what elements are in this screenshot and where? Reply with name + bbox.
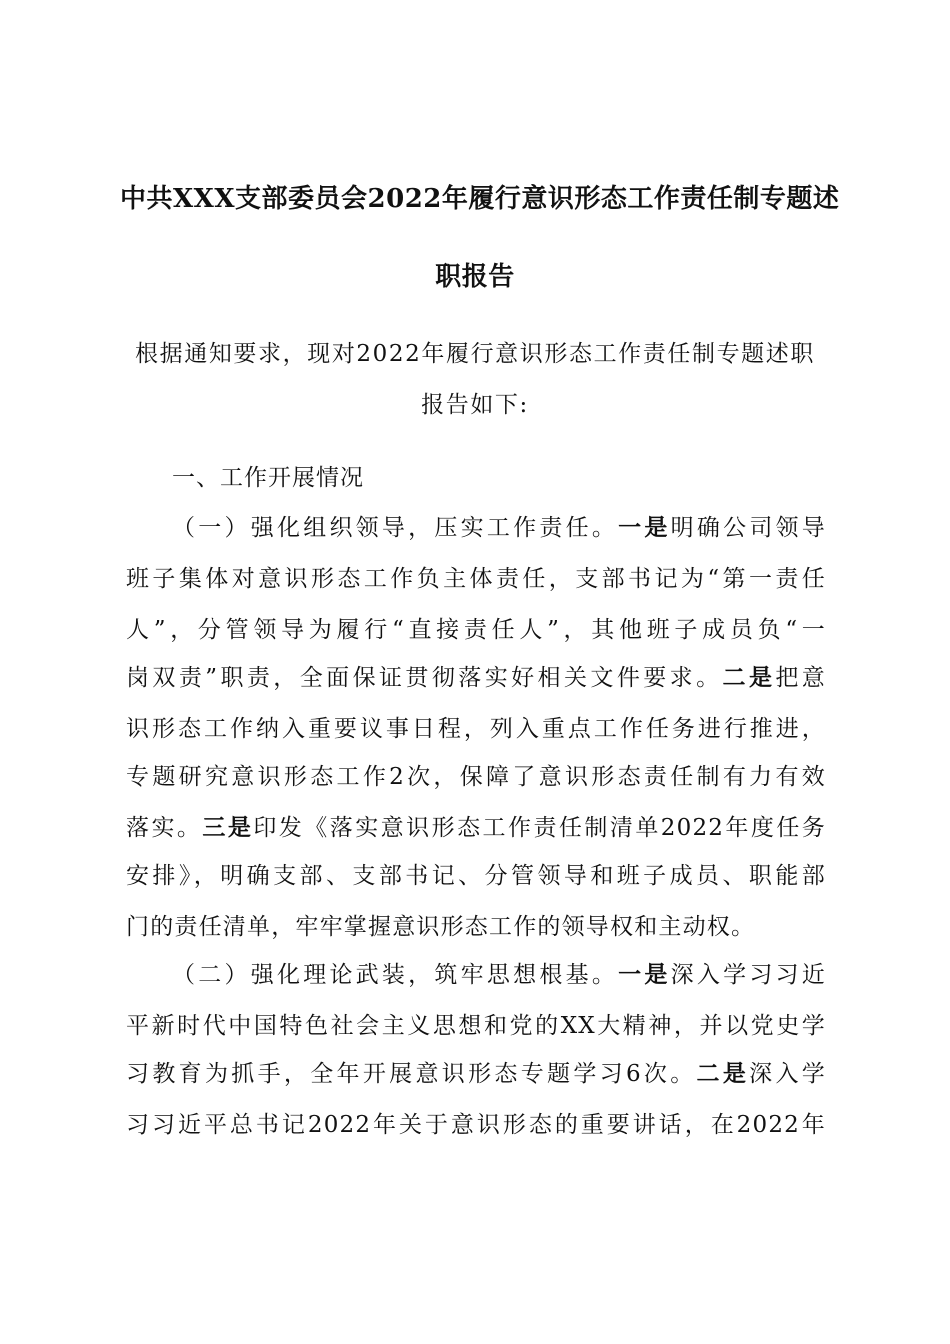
document-title-line2: 职报告 [435, 262, 515, 292]
para1-line4 [126, 655, 826, 701]
para1-point3-label: 三是 [202, 815, 254, 841]
para1-line3: 人”，分管领导为履行“直接责任人”，其他班子成员负“一 [126, 617, 826, 643]
para2-line2: 平新时代中国特色社会主义思想和党的XX大精神，并以党史学 [126, 1013, 826, 1039]
para1-line1 [172, 505, 826, 551]
para1-text: 明确公司领导 [670, 515, 826, 541]
para1-line7 [126, 805, 826, 851]
para1-line9: 门的责任清单，牢牢掌握意识形态工作的领导权和主动权。 [126, 914, 756, 940]
para2-text: 深入学习习近 [670, 962, 826, 988]
para2-point1-label: 一是 [618, 962, 671, 988]
para1-text: 岗双责”职责，全面保证贯彻落实好相关文件要求。 [126, 665, 723, 691]
section1-heading: 一、工作开展情况 [172, 465, 364, 491]
para2-point2-label: 二是 [696, 1061, 750, 1087]
para1-subheading: （一）强化组织领导，压实工作责任。 [172, 515, 619, 541]
para1-line8: 安排》，明确支部、支部书记、分管领导和班子成员、职能部 [126, 863, 826, 889]
para1-text: 把意 [775, 665, 826, 691]
intro-line2: 报告如下: [421, 392, 529, 418]
para2-line1 [172, 952, 826, 998]
para1-point1-label: 一是 [618, 515, 671, 541]
para1-line6: 专题研究意识形态工作2次，保障了意识形态责任制有力有效 [126, 764, 826, 790]
para2-subheading: （二）强化理论武装，筑牢思想根基。 [172, 962, 619, 988]
para1-line5: 识形态工作纳入重要议事日程，列入重点工作任务进行推进， [126, 716, 826, 742]
document-title-line1: 中共XXX支部委员会2022年履行意识形态工作责任制专题述 [120, 184, 840, 214]
para1-point2-label: 二是 [722, 665, 776, 691]
para2-line3 [126, 1051, 826, 1097]
para1-line2: 班子集体对意识形态工作负主体责任，支部书记为“第一责任 [126, 566, 826, 592]
para2-text: 习教育为抓手，全年开展意识形态专题学习6次。 [126, 1061, 697, 1087]
para2-line4: 习习近平总书记2022年关于意识形态的重要讲话，在2022年 [126, 1112, 826, 1138]
para1-text: 落实。 [126, 815, 203, 841]
para2-text: 深入学 [749, 1061, 826, 1087]
para1-text: 印发《落实意识形态工作责任制清单2022年度任务 [253, 815, 826, 841]
intro-line1: 根据通知要求，现对2022年履行意识形态工作责任制专题述职 [135, 341, 815, 367]
